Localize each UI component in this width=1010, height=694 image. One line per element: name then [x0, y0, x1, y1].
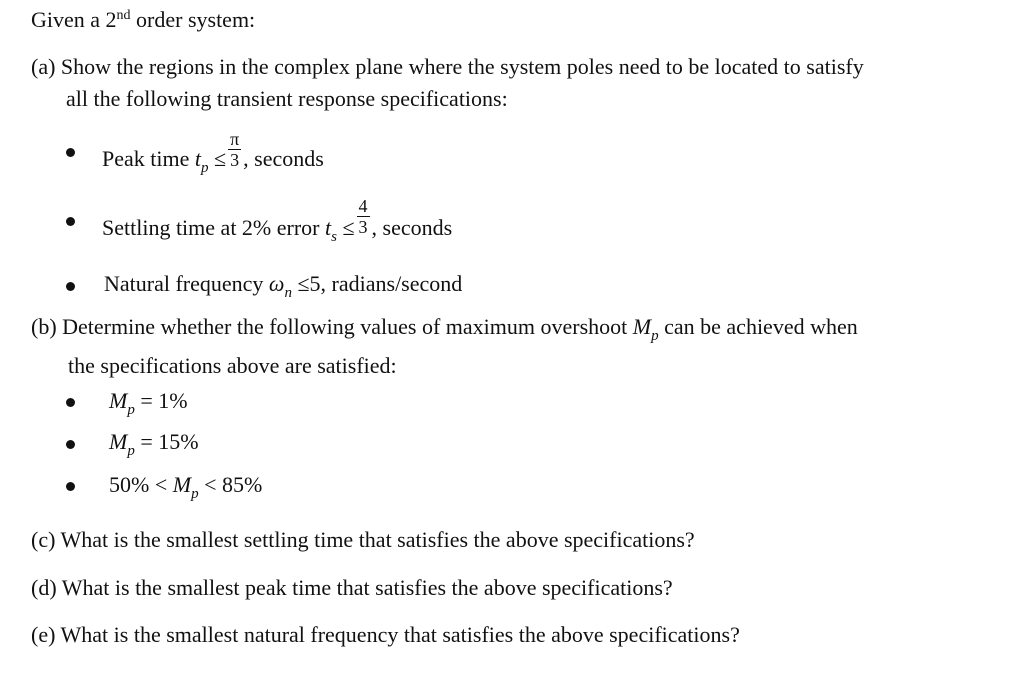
spec-settling-var: t — [325, 214, 332, 240]
mp-item-3-sub: p — [191, 486, 199, 502]
bullet-mp-2 — [66, 440, 75, 449]
spec-settling-den: 3 — [358, 217, 368, 237]
spec-peak-time — [102, 129, 324, 176]
spec-natural-label: Natural frequency — [104, 271, 269, 296]
bullet-mp-3 — [66, 482, 75, 491]
bullet-peak-time — [66, 148, 75, 157]
spec-peak-den: 3 — [230, 150, 240, 170]
part-b-prefix: (b) Determine whether the following values of maximum overshoot — [31, 314, 633, 339]
spec-natural-var: ω — [268, 271, 285, 296]
mp-item-2 — [109, 429, 199, 459]
spec-settling-sub: s — [331, 228, 337, 245]
part-a-line-1: (a) Show the regions in the complex plane where the system poles need to be located to satisfy — [31, 54, 864, 79]
spec-natural-sub: n — [284, 285, 292, 301]
part-b-suffix: can be achieved when — [658, 314, 858, 339]
spec-settling-rel: ≤ — [336, 214, 355, 240]
part-e: (e) What is the smallest natural frequency that satisfies the above specifications? — [31, 622, 740, 647]
mp-item-3-post: < 85% — [198, 472, 263, 497]
spec-settling-label: Settling time at 2% error — [102, 214, 325, 240]
mp-item-2-var: M — [109, 429, 128, 454]
bullet-settling-time — [66, 217, 75, 226]
spec-peak-num: π — [230, 129, 240, 149]
bullet-natural-frequency — [66, 282, 75, 291]
intro-superscript: nd — [116, 8, 131, 23]
spec-settling-tail: , seconds — [371, 214, 453, 240]
spec-natural-tail: ≤5, radians/second — [291, 271, 463, 296]
spec-peak-label: Peak time — [102, 145, 195, 171]
spec-natural-frequency — [104, 271, 463, 301]
part-b-var: M — [632, 314, 652, 339]
part-b-sub: p — [651, 328, 659, 344]
part-b-line-2: the specifications above are satisfied: — [68, 353, 397, 378]
part-c: (c) What is the smallest settling time that satisfies the above specifications? — [31, 527, 695, 552]
spec-peak-tail: , seconds — [243, 145, 324, 171]
mp-item-1-post: = 1% — [134, 388, 188, 413]
spec-peak-sub: p — [201, 159, 209, 176]
mp-item-3-var: M — [172, 472, 192, 497]
spec-peak-var: t — [194, 145, 201, 171]
mp-item-3-pre: 50% < — [109, 472, 173, 497]
spec-settling-fraction — [357, 196, 370, 237]
mp-item-3 — [109, 472, 263, 502]
part-a-line-2: all the following transient response specifications: — [66, 86, 508, 111]
mp-item-2-post: = 15% — [134, 429, 199, 454]
part-d: (d) What is the smallest peak time that satisfies the above specifications? — [31, 575, 673, 600]
spec-peak-fraction — [228, 129, 241, 170]
spec-peak-rel: ≤ — [208, 145, 227, 171]
intro-line — [31, 9, 255, 31]
intro-suffix: order system: — [130, 7, 256, 32]
mp-item-1-sub: p — [127, 402, 135, 418]
intro-prefix: Given a 2 — [31, 7, 117, 32]
spec-settling-num: 4 — [358, 196, 368, 216]
part-b-line-1 — [31, 314, 858, 344]
mp-item-1 — [109, 388, 188, 418]
mp-item-1-var: M — [109, 388, 128, 413]
mp-item-2-sub: p — [127, 443, 135, 459]
spec-settling-time — [102, 196, 453, 245]
bullet-mp-1 — [66, 398, 75, 407]
